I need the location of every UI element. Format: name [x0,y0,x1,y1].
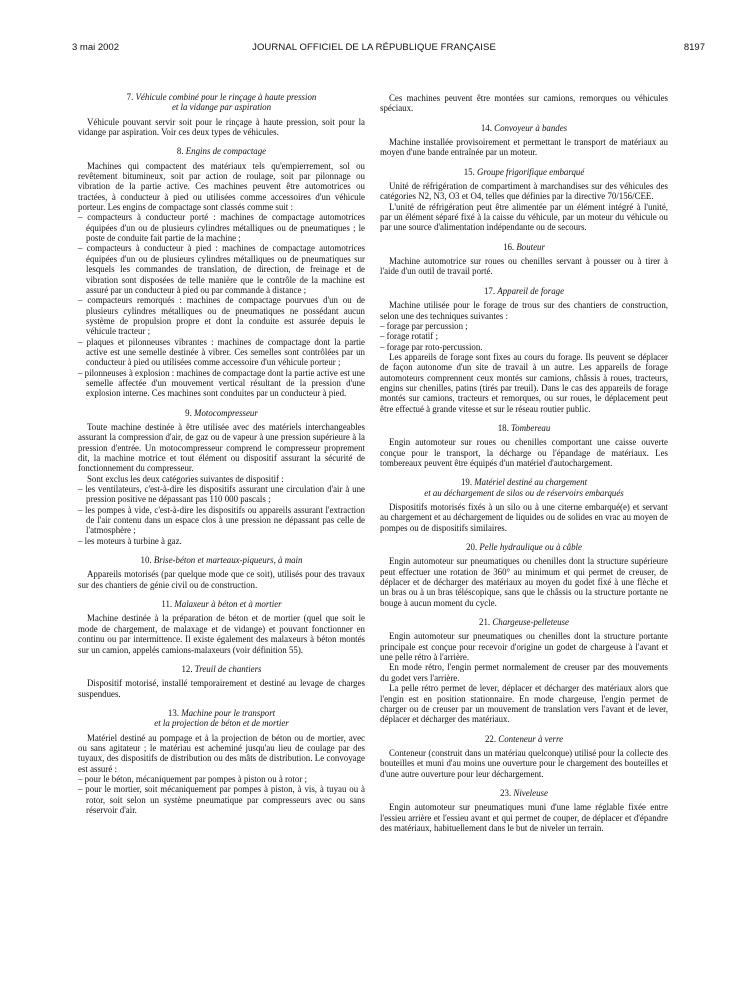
section-16 [380,242,668,277]
section-8 [78,146,365,398]
section-title: 18. Tombereau [497,422,551,433]
section-title: 19. Matériel destiné au chargement et au déchargement de silos ou de réservoirs embarqués [424,477,624,498]
section-23 [380,788,668,833]
section-13 [78,708,365,815]
section-11 [78,599,365,655]
list [78,212,365,398]
section-title: 10. Brise-béton et marteaux-piqueurs, à main [140,555,303,566]
paragraph: Matériel destiné au pompage et à la projection de béton ou de mortier, avec ou sans agitateur ; le matériau est acheminé jusqu'au lieu de coulage par des tuyaux, des dispositifs de distribution ou des mâts de distribution. Le convoyage est assuré : [78,732,365,774]
section-title: 23. Niveleuse [500,787,548,798]
right-column [380,93,668,842]
paragraph: Dispositif motorisé, installé temporairement et destiné au levage de charges suspendues. [78,678,365,699]
paragraph: Conteneur (construit dans un matériau quelconque) utilisé pour la collecte des bouteilles et muni d'au moins une ouverture pour le chargement des bouteilles et d'une autre ouverture pour leur déchargement. [380,747,668,779]
section-13-continued [380,93,668,114]
list-item: – les pompes à vide, c'est-à-dire les dispositifs ou appareils assurant l'extraction de l'air contenu dans un espace clos à une pression ne dépassant pas celle de l'atmosphère ; [78,504,365,536]
list [78,774,365,815]
paragraph: Appareils motorisés (par quelque mode que ce soit), utilisés pour des travaux sur des chantiers de génie civil ou de construction. [78,569,365,590]
list-item: – compacteurs remorqués : machines de compactage pourvues d'un ou de plusieurs cylindres métalliques ou de pneumatiques ne possédant aucun système de propulsion propre et dont la conduite est assurée depuis le véhicule tracteur ; [78,295,365,337]
list [380,321,668,352]
section-title: 17. Appareil de forage [483,285,565,296]
section-18 [380,423,668,468]
section-title: 9. Motocompresseur [185,407,258,418]
list-item: – pour le mortier, soit mécaniquement par pompes à piston, à vis, à tuyau ou à rotor, soit selon un système pneumatique par compresseurs avec ou sans réservoir d'air. [78,784,365,815]
paragraph: Les appareils de forage sont fixes au cours du forage. Ils peuvent se déplacer de façon autonome d'un site de travail à un autre. Les appareils de forage automoteurs comprennent ceux montés sur camions, châssis à roues, tracteurs, engins sur chenilles, patins (tirés par treuil). Dans le cas des appareils de forage montés sur camions, tracteurs et remorques, ou sur roues, le déplacement peut être effectué à grande vitesse et sur le réseau routier public. [380,351,668,414]
page-header [0,42,748,58]
paragraph: Engin automoteur sur pneumatiques muni d'une lame réglable fixée entre l'essieu arrière et l'essieu avant et qui permet de couper, de déplacer et d'épandre des matériaux, habituellement dans le but de niveler un terrain. [380,802,668,833]
paragraph: Machines qui compactent des matériaux tels qu'empierrement, sol ou revêtement bitumineux, soit par action de roulage, soit par pilonnage ou vibration de la partie active. Ces machines peuvent être automotrices ou tractées, à conducteur à pied ou utilisées comme accessoires d'un véhicule porteur. Les engins de compactage sont classés comme suit : [78,160,365,213]
paragraph: Ces machines peuvent être montées sur camions, remorques ou véhicules spéciaux. [380,93,668,114]
section-15 [380,167,668,233]
list [78,484,365,546]
section-20 [380,542,668,608]
section-17 [380,286,668,414]
section-title: 7. Véhicule combiné pour le rinçage à haute pression et la vidange par aspiration [126,92,317,113]
paragraph: Véhicule pouvant servir soit pour le rinçage à haute pression, soit pour la vidange par aspiration. Voir ces deux types de véhicules. [78,116,365,138]
section-10 [78,555,365,590]
paragraph: Unité de réfrigération de compartiment à marchandises sur des véhicules des catégories N2, N3, O3 et O4, telles que définies par la directive 70/156/CEE. [380,181,668,202]
section-title: 14. Convoyeur à bandes [480,122,568,133]
paragraph: Engin automoteur sur pneumatiques ou chenilles dont la structure portante principale est conçue pour recevoir d'origine un godet de chargeuse à l'avant et une pelle rétro à l'arrière. [380,631,668,663]
paragraph: Machine destinée à la préparation de béton et de mortier (quel que soit le mode de chargement, de malaxage et de vidange) et pouvant fonctionner en continu ou par intermittence. Il existe également des malaxeurs à béton montés sur un camion, appelés camions-malaxeurs (voir définition 55). [78,613,365,655]
paragraph: Machine automotrice sur roues ou chenilles servant à pousser ou à tirer à l'aide d'un outil de travail porté. [380,256,668,277]
list-item: – forage par roto-percussion. [380,341,483,352]
paragraph: Dispositifs motorisés fixés à un silo ou à une citerne embarqué(e) et servant au chargement et au déchargement de liquides ou de solides en vrac au moyen de pompes ou de dispositifs similaires. [380,502,669,533]
section-19 [380,477,668,533]
section-7 [78,92,365,137]
list-item: – pilonneuses à explosion : machines de compactage dont la partie active est une semelle affectée d'un mouvement vertical résultant de la pression d'une explosion interne. Ces machines sont conduites par un conducteur à pied. [78,367,365,399]
list-item: – forage rotatif ; [380,331,438,342]
section-title: 13. Machine pour le transport et la projection de béton et de mortier [154,707,289,729]
issue-date: 3 mai 2002 [72,42,120,53]
paragraph: En mode rétro, l'engin permet normalement de creuser par des mouvements du godet vers l'arrière. [380,662,668,683]
paragraph: Machine installée provisoirement et permettant le transport de matériaux au moyen d'une bande entraînée par un moteur. [380,137,668,158]
journal-title: JOURNAL OFFICIEL DE LA RÉPUBLIQUE FRANÇAISE [252,42,496,53]
section-9 [78,408,365,546]
paragraph: Machine utilisée pour le forage de trous sur des chantiers de construction, selon une des techniques suivantes : [380,300,668,321]
paragraph: Toute machine destinée à être utilisée avec des matériels interchangeables assurant la compression d'air, de gaz ou de vapeur à une pression supérieure à la pression d'entrée. Un motocompresseur comprend le compresseur proprement dit, la machine motrice et tout élément ou dispositif assurant la sécurité de fonctionnement du compresseur. [78,421,365,474]
section-title: 8. Engins de compactage [176,146,267,157]
section-title: 22. Conteneur à verre [484,733,564,744]
section-title: 15. Groupe frigorifique embarqué [463,166,585,177]
section-title: 21. Chargeuse-pelleteuse [479,617,569,628]
paragraph: Sont exclus les deux catégories suivantes de dispositif : [87,473,284,484]
list-item: – les moteurs à turbine à gaz. [78,535,182,546]
section-title: 16. Bouteur [503,241,545,252]
section-22 [380,734,668,779]
page-number: 8197 [683,42,705,53]
section-title: 20. Pelle hydraulique ou à câble [466,542,582,553]
list-item: – compacteurs à conducteur à pied : machines de compactage automotrices équipées d'un ou de plusieurs cylindres métalliques ou de pneumatiques sur lesquels les commandes de translation, de direction, de freinage et de vibration sont disposées de telle manière que le contrôle de la machine est assuré par un conducteur à pied ou par commande à distance ; [78,243,365,295]
list-item: – les ventilateurs, c'est-à-dire les dispositifs assurant une circulation d'air à une pression positive ne dépassant pas 110 000 pascals ; [78,484,365,505]
section-12 [78,664,365,699]
list-item: – pour le béton, mécaniquement par pompes à piston ou à rotor ; [78,773,307,784]
section-title: 12. Treuil de chantiers [181,663,262,674]
left-column [78,92,365,824]
paragraph: L'unité de réfrigération peut être alimentée par un élément intégré à l'unité, par un élément séparé fixé à la caisse du véhicule, par un moteur du véhicule ou par une source d'alimentation indépendante ou de secours. [380,201,668,233]
list-item: – forage par percussion ; [380,320,468,331]
paragraph: Engin automoteur sur roues ou chenilles comportant une caisse ouverte conçue pour le transport, la décharge ou l'épandage de matériaux. Les tombereaux peuvent être équipés d'un matériel d'autochargement. [380,437,668,468]
paragraph: Engin automoteur sur pneumatiques ou chenilles dont la structure supérieure peut effectuer une rotation de 360° au minimum et qui permet de creuser, de déplacer et de décharger des matériaux au moyen du godet fixé à une flèche et un bras ou à un bras téléscopique, sans que le châssis ou la structure portante ne bouge à aucun moment du cycle. [380,556,668,608]
section-14 [380,123,668,158]
paragraph: La pelle rétro permet de lever, déplacer et décharger des matériaux alors que l'engin est en position stationnaire. En mode chargeuse, l'engin permet de charger ou de creuser par un mouvement de translation vers l'avant et de lever, déplacer et décharger des matériaux. [380,683,668,725]
list-item: – compacteurs à conducteur porté : machines de compactage automotrices équipées d'un ou de plusieurs cylindres métalliques ou de pneumatiques ; le poste de conduite fait partie de la machine ; [78,212,365,244]
list-item: – plaques et pilonneuses vibrantes : machines de compactage dont la partie active est une semelle destinée à vibrer. Ces semelles sont contrôlées par un conducteur à pied ou utilisées comme accessoire d'un véhicule porteur ; [78,336,365,368]
section-21 [380,617,668,724]
section-title: 11. Malaxeur à béton et à mortier [161,599,282,610]
